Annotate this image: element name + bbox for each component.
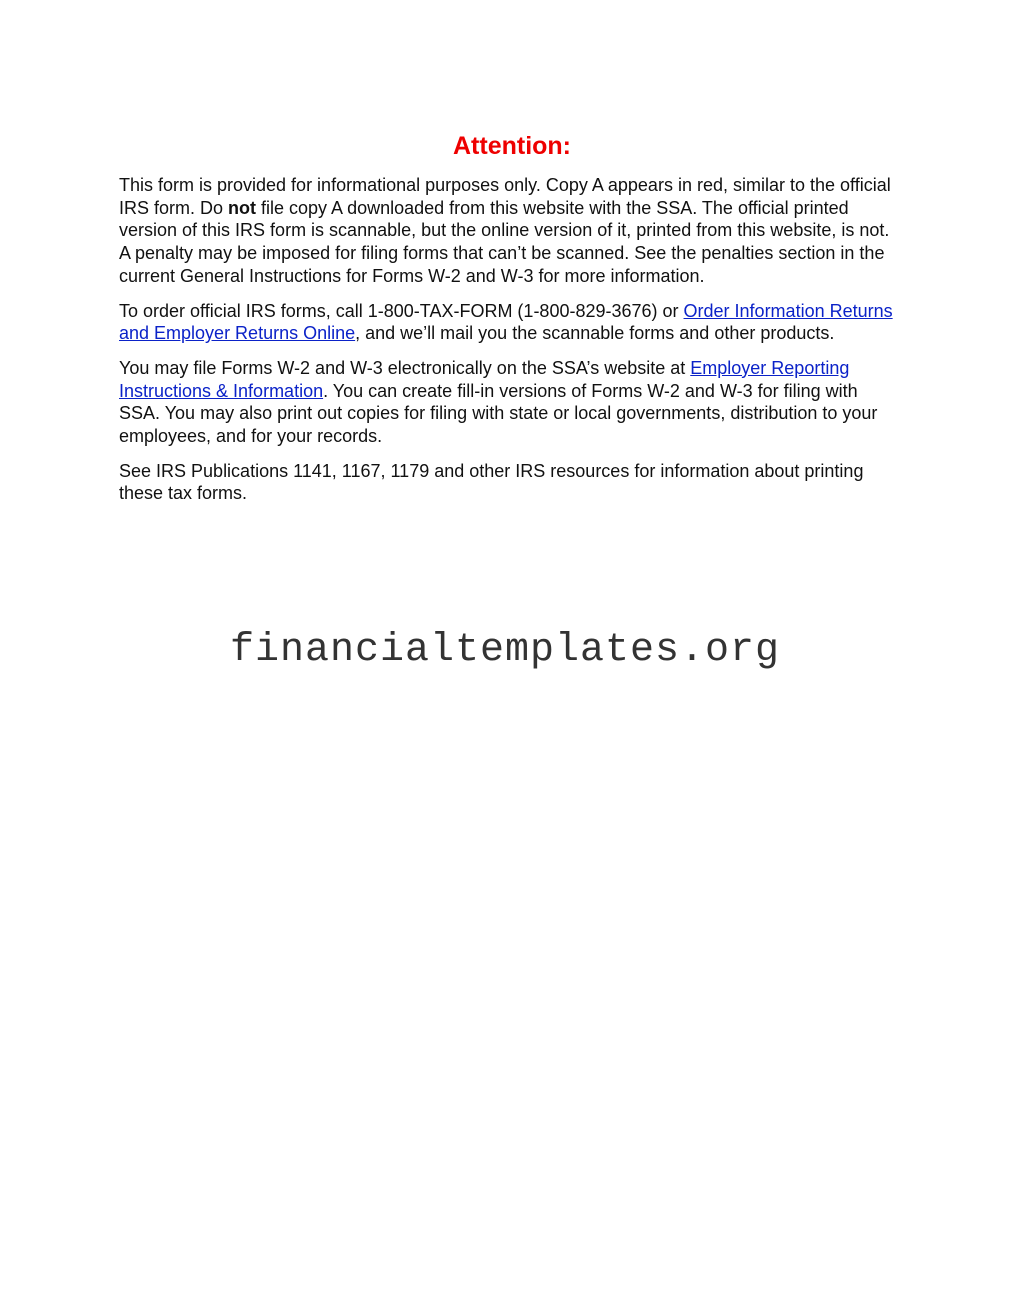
- paragraph-order-forms: [119, 300, 899, 345]
- employer-reporting-instructions-link[interactable]: Employer Reporting Instructions & Information: [119, 357, 850, 401]
- paragraph-irs-publications: See IRS Publications 1141, 1167, 1179 and other IRS resources for information about printing these tax forms.: [119, 460, 864, 504]
- para2-text-after: , and we’ll mail you the scannable forms and other products.: [355, 323, 835, 344]
- para1-bold-not: not: [228, 197, 257, 218]
- attention-title: Attention:: [452, 132, 572, 160]
- para2-text-before: To order official IRS forms, call 1-800-TAX-FORM (1-800-829-3676) or: [119, 300, 684, 321]
- para1-text-after: file copy A downloaded from this website with the SSA. The official printed version of this IRS form is scannable, but the online version of it, printed from this website, is not. A penalty may be imposed for filing forms that can’t be scanned. See the penalties section in the current General Instructions for Forms W-2 and W-3 for more information.: [119, 197, 890, 286]
- para3-text-after: . You can create fill-in versions of Forms W-2 and W-3 for filing with SSA. You may also print out copies for filing with state or local governments, distribution to your employees, and for your records.: [119, 380, 878, 447]
- paragraph-file-electronically: [119, 357, 899, 448]
- watermark-text: financialtemplates.org: [229, 628, 781, 673]
- order-information-returns-link[interactable]: Order Information Returns and Employer Returns Online: [119, 300, 893, 344]
- para1-text-before: This form is provided for informational purposes only. Copy A appears in red, similar to the official IRS form. Do: [119, 175, 891, 218]
- document-page: [119, 130, 899, 517]
- paragraph-informational-notice: [119, 174, 899, 288]
- para3-text-before: You may file Forms W-2 and W-3 electronically on the SSA’s website at: [119, 357, 691, 378]
